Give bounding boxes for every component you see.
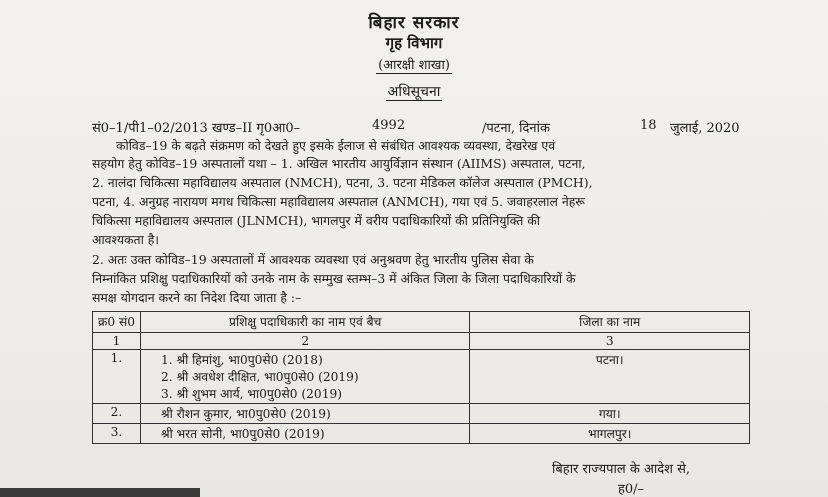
date-month-year: जुलाई, 2020 <box>670 121 740 136</box>
para2-line: निम्नांकित प्रशिक्षु पदाधिकारियों को उनके नाम के सम्मुख स्तम्भ–3 में अंकित जिला के जिला पदाधिकारियों के <box>92 271 576 286</box>
government-heading: बिहार सरकार <box>368 13 460 33</box>
column-number-row <box>93 333 750 350</box>
table-row <box>93 350 750 404</box>
col-number: 2 <box>140 333 469 350</box>
photo-edge <box>0 488 200 497</box>
officer-name: 1. श्री हिमांशु, भा0पु0से0 (2018) <box>160 353 323 367</box>
letter-number: 4992 <box>372 118 406 133</box>
row-serial: 1. <box>93 350 141 404</box>
table-row <box>93 424 750 444</box>
para1-line: चिकित्सा महाविद्यालय अस्पताल (JLNMCH), भागलपुर में वरीय पदाधिकारियों की प्रतिनियुक्ति की <box>92 213 541 228</box>
district-cell: पटना। <box>470 350 750 404</box>
para2-line: समक्ष योगदान करने का निदेश दिया जाता है :– <box>92 290 302 305</box>
table-row <box>93 404 750 424</box>
district-cell: गया। <box>470 404 750 424</box>
row-serial: 3. <box>93 424 141 444</box>
col-number: 3 <box>470 333 750 350</box>
para1-line: पटना, 4. अनुग्रह नारायण मगध चिकित्सा महाविद्यालय अस्पताल (ANMCH), गया एवं 5. जवाहरलाल नेहरू <box>92 194 585 209</box>
para1-line: सहयोग हेतु कोविड–19 अस्पतालों यथा – 1. अखिल भारतीय आयुर्विज्ञान संस्थान (AIIMS) अस्पताल, पटना, <box>92 156 586 171</box>
department-heading: गृह विभाग <box>385 34 443 52</box>
para1-line: 2. नालंदा चिकित्सा महाविद्यालय अस्पताल (NMCH), पटना, 3. पटना मेडिकल कॉलेज अस्पताल (PMCH), <box>92 175 593 190</box>
para1-line: आवश्यकता है। <box>92 232 160 247</box>
officer-cell <box>140 404 469 424</box>
officer-cell <box>140 350 469 404</box>
date-day: 18 <box>640 118 657 133</box>
district-cell: भागलपुर। <box>470 424 750 444</box>
table-header-row <box>93 312 750 333</box>
col-number: 1 <box>93 333 141 350</box>
place-date-label: /पटना, दिनांक <box>482 121 550 136</box>
officer-name: 2. श्री अवधेश दीक्षित, भा0पु0से0 (2019) <box>160 370 359 384</box>
signature-mark: ह0/– <box>618 482 645 497</box>
officer-name: 3. श्री शुभम आर्य, भा0पु0से0 (2019) <box>160 387 342 401</box>
memo-number: सं0–1/पी1–02/2013 खण्ड–II गृ0आ0– <box>92 121 301 136</box>
para1-line: कोविड–19 के बढ़ते संक्रमण को देखते हुए इसके ईलाज से संबंधित आवश्यक व्यवस्था, देखरेख एवं <box>116 138 556 153</box>
header-officer: प्रशिक्षु पदाधिकारी का नाम एवं बैच <box>140 312 469 333</box>
header-serial: क्र0 सं0 <box>93 312 141 333</box>
para2-line: 2. अतः उक्त कोविड–19 अस्पतालों में आवश्यक व्यवस्था एवं अनुश्रवण हेतु भारतीय पुलिस सेवा के <box>92 252 534 267</box>
officer-name: श्री भरत सोनी, भा0पु0से0 (2019) <box>160 427 325 441</box>
branch-heading: (आरक्षी शाखा) <box>378 58 450 73</box>
officer-cell <box>140 424 469 444</box>
officer-table <box>92 311 750 444</box>
notification-title: अधिसूचना <box>387 84 441 100</box>
row-serial: 2. <box>93 404 141 424</box>
officer-name: श्री रौशन कुमार, भा0पु0से0 (2019) <box>160 407 331 421</box>
header-district: जिला का नाम <box>470 312 750 333</box>
order-line: बिहार राज्यपाल के आदेश से, <box>552 462 691 477</box>
